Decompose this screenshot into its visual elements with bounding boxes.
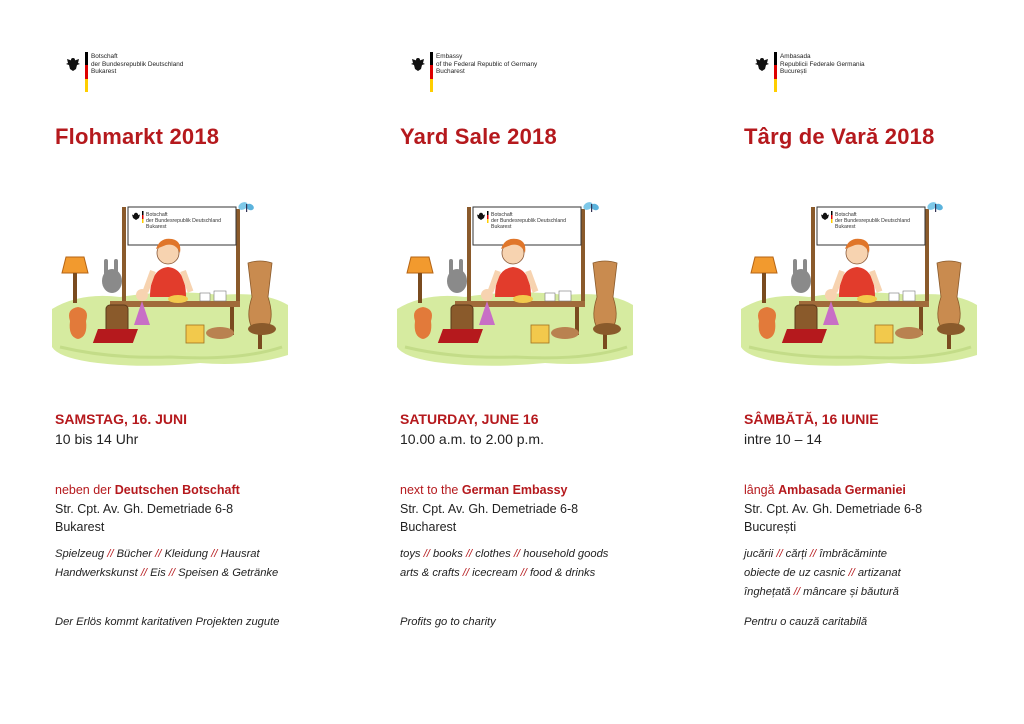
item-separator: // — [793, 586, 800, 598]
embassy-name — [780, 53, 865, 76]
sale-item: household goods — [523, 548, 609, 560]
sign-text-line: Bukarest — [491, 224, 512, 230]
sale-item: arts & crafts — [400, 567, 460, 579]
column-romanian — [744, 0, 1024, 724]
venue-line — [400, 481, 578, 500]
item-separator: // — [809, 548, 817, 560]
event-time: intre 10 – 14 — [744, 431, 822, 447]
items-line — [55, 545, 278, 564]
sale-item: Eis — [150, 567, 166, 579]
column-english — [400, 0, 700, 724]
item-separator: // — [462, 567, 470, 579]
charity-note: Profits go to charity — [400, 616, 496, 628]
charity-note: Der Erlös kommt karitativen Projekten zugute — [55, 616, 280, 628]
org-line: of the Federal Republic of Germany — [436, 60, 538, 68]
item-separator: // — [107, 548, 114, 560]
sign-text-line: Botschaft — [146, 212, 168, 218]
org-line: Botschaft — [91, 53, 118, 60]
sale-item: îmbrăcăminte — [819, 548, 888, 560]
event-date: SÂMBĂTĂ, 16 IUNIE — [744, 411, 879, 427]
german-flag-bar — [774, 52, 777, 92]
sign-text-line: Botschaft — [491, 212, 513, 218]
org-line: Bukarest — [91, 68, 117, 76]
event-time: 10 bis 14 Uhr — [55, 431, 139, 447]
german-flag-bar — [430, 52, 433, 92]
german-flag-bar — [85, 52, 88, 92]
sale-item: Bücher — [116, 548, 153, 560]
sale-item: Kleidung — [164, 548, 209, 560]
embassy-logo — [754, 52, 954, 96]
column-german — [55, 0, 355, 724]
sale-item: food & drinks — [529, 567, 596, 579]
item-separator: // — [465, 548, 473, 560]
embassy-logo — [65, 52, 265, 96]
item-separator: // — [168, 567, 176, 579]
sale-item: artizanat — [857, 567, 901, 579]
embassy-name — [436, 53, 537, 76]
city: Bucharest — [400, 520, 457, 534]
embassy-logo — [410, 52, 610, 96]
sign-text-line: Bukarest — [835, 224, 856, 230]
venue-line — [55, 481, 240, 500]
venue-block — [400, 481, 578, 537]
items-list — [744, 545, 901, 602]
venue-block — [744, 481, 922, 537]
venue-prefix: lângă — [744, 483, 779, 497]
org-line: Republicii Federale Germania — [780, 60, 865, 68]
city: Bukarest — [55, 520, 105, 534]
sale-item: Handwerkskunst — [55, 567, 138, 579]
federal-eagle-icon — [754, 56, 770, 72]
sale-item: clothes — [475, 548, 511, 560]
sign-text-line: Botschaft — [835, 212, 857, 218]
item-separator: // — [776, 548, 783, 560]
sign-text-line: Bukarest — [146, 224, 167, 230]
venue-prefix: next to the — [400, 483, 462, 497]
items-line — [400, 545, 608, 564]
city: București — [744, 520, 797, 534]
item-separator: // — [520, 567, 527, 579]
street-address: Str. Cpt. Av. Gh. Demetriade 6-8 — [55, 501, 234, 516]
sale-item: Speisen & Getränke — [178, 567, 279, 579]
sale-item: books — [432, 548, 463, 560]
sale-item: jucării — [744, 548, 774, 560]
sale-item: toys — [400, 548, 421, 560]
org-line: Embassy — [436, 53, 463, 60]
venue-line — [744, 481, 922, 500]
venue-name: Deutschen Botschaft — [114, 483, 240, 497]
federal-eagle-icon — [65, 56, 81, 72]
sale-item: cărți — [785, 548, 807, 560]
event-title: Yard Sale 2018 — [400, 124, 557, 149]
sign-text-line: der Bundesrepublik Deutschland — [835, 218, 910, 224]
items-line — [400, 564, 608, 583]
item-separator: // — [423, 548, 430, 560]
items-list — [55, 545, 278, 583]
sale-item: icecream — [472, 567, 518, 579]
federal-eagle-icon — [410, 56, 426, 72]
yard-sale-illustration — [739, 197, 979, 375]
charity-note: Pentru o cauză caritabilă — [744, 616, 868, 628]
org-line: Bucharest — [436, 68, 465, 76]
items-line — [744, 564, 901, 583]
venue-prefix: neben der — [55, 483, 115, 497]
street-address: Str. Cpt. Av. Gh. Demetriade 6-8 — [400, 501, 579, 516]
org-line: Ambasada — [780, 53, 811, 60]
org-line: der Bundesrepublik Deutschland — [91, 60, 184, 68]
event-date: SATURDAY, JUNE 16 — [400, 411, 539, 427]
items-line — [744, 545, 901, 564]
sale-item: Spielzeug — [55, 548, 105, 560]
sale-item: Hausrat — [220, 548, 260, 560]
event-time: 10.00 a.m. to 2.00 p.m. — [400, 431, 544, 447]
items-line — [744, 583, 901, 602]
yard-sale-illustration — [50, 197, 290, 375]
sign-text-line: der Bundesrepublik Deutschland — [146, 218, 221, 224]
venue-name: German Embassy — [461, 483, 568, 497]
org-line: București — [780, 68, 807, 76]
sale-item: mâncare și băutură — [803, 586, 899, 598]
item-separator: // — [155, 548, 162, 560]
sale-item: obiecte de uz casnic — [744, 567, 846, 579]
sale-item: înghețată — [744, 586, 791, 598]
item-separator: // — [140, 567, 148, 579]
event-title: Târg de Vară 2018 — [744, 124, 935, 149]
item-separator: // — [211, 548, 218, 560]
venue-name: Ambasada Germaniei — [778, 483, 906, 497]
event-title: Flohmarkt 2018 — [55, 124, 220, 149]
items-line — [55, 564, 278, 583]
item-separator: // — [513, 548, 521, 560]
sign-text-line: der Bundesrepublik Deutschland — [491, 218, 566, 224]
item-separator: // — [848, 567, 855, 579]
venue-block — [55, 481, 240, 537]
street-address: Str. Cpt. Av. Gh. Demetriade 6-8 — [744, 501, 923, 516]
embassy-name — [91, 53, 183, 76]
yard-sale-illustration — [395, 197, 635, 375]
items-list — [400, 545, 608, 583]
event-date: SAMSTAG, 16. JUNI — [55, 411, 187, 427]
